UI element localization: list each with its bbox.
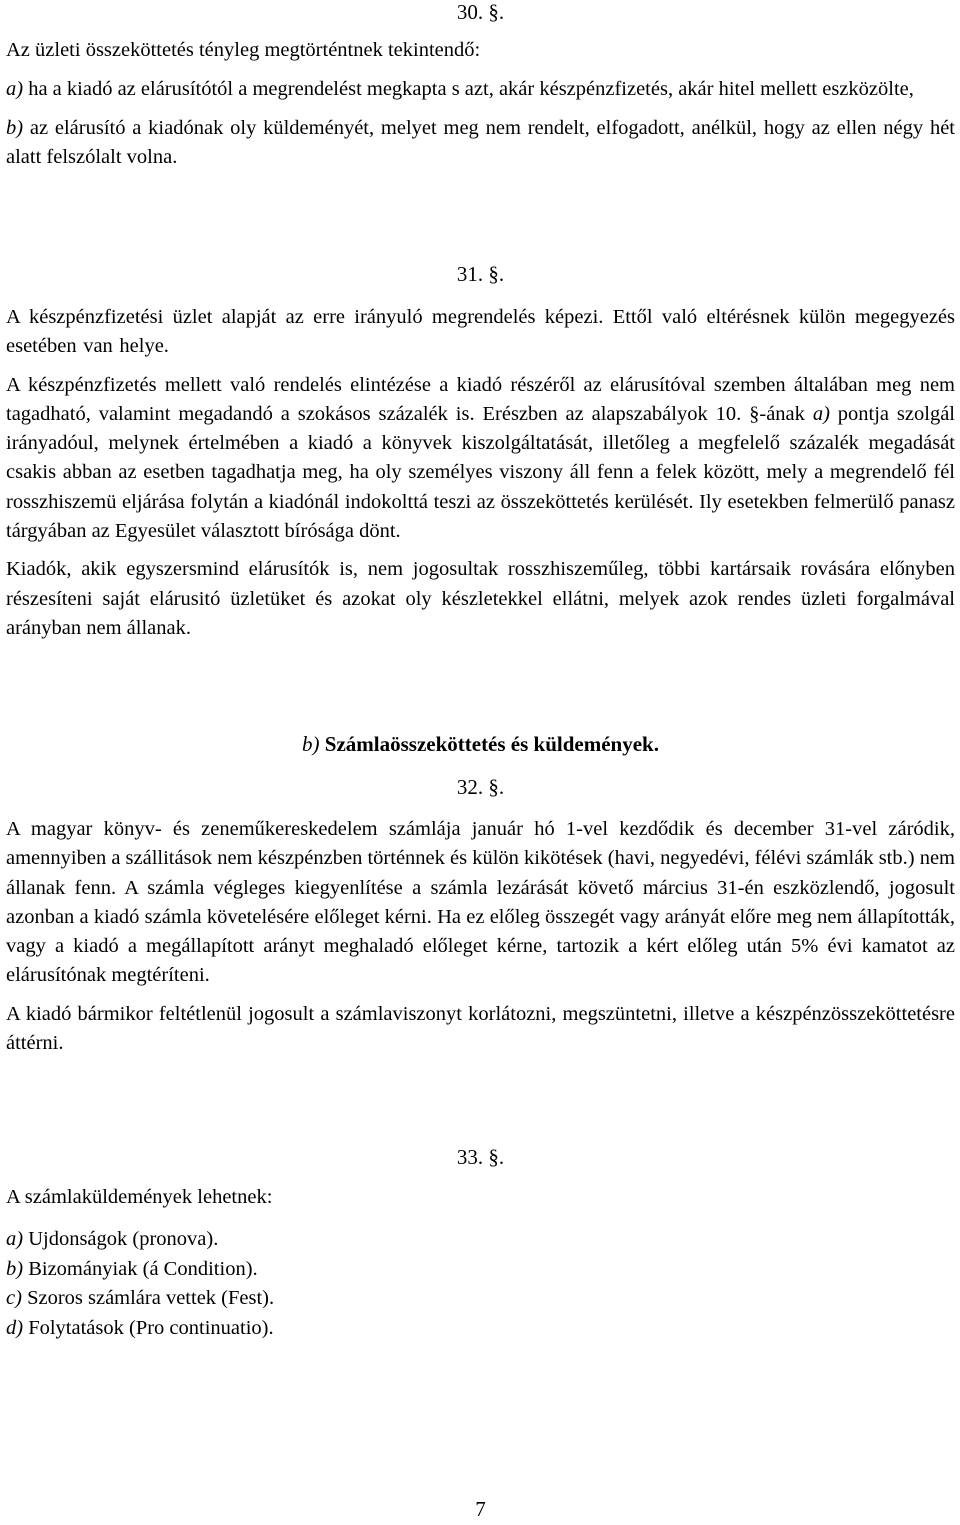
section-31-number: 31. §. xyxy=(456,262,505,286)
list-item xyxy=(6,1284,274,1314)
section-33-number: 33. §. xyxy=(456,1145,505,1169)
paragraph-text: A készpénzfizetés mellett való rendelés elintézése a kiadó részéről az elárusítóval szemben általában meg nem tagadható, valamint megadandó a szokásos százalék is. Erészben az alapszabályok 10. §-ának xyxy=(6,373,955,425)
item-marker: a) xyxy=(812,402,830,425)
item-text: az elárusító a kiadónak oly küldeményét, melyet meg nem rendelt, elfogadott, anélkül, hogy az ellen négy hét alatt felszólalt volna. xyxy=(6,116,955,168)
item-marker: a) xyxy=(6,1228,24,1250)
item-text: Ujdonságok (pronova). xyxy=(23,1228,219,1250)
list-item xyxy=(6,1255,274,1285)
item-text: Bizományiak (á Condition). xyxy=(23,1257,258,1280)
section-33-intro: A számlaküldemények lehetnek: xyxy=(6,1186,273,1208)
item-marker: b) xyxy=(6,1257,24,1280)
section-32-number: 32. §. xyxy=(456,775,505,799)
item-text: Folytatások (Pro continuatio). xyxy=(23,1316,274,1339)
section-30-number: 30. §. xyxy=(456,0,505,24)
subchapter-heading xyxy=(6,732,955,757)
item-text: ha a kiadó az elárusítótól a megrendelést megkapta s azt, akár készpénzfizetés, akár hitel mellett eszközölte, xyxy=(23,78,914,101)
list-item xyxy=(6,1314,274,1344)
section-30-item-b xyxy=(6,114,955,173)
item-marker: c) xyxy=(6,1287,22,1309)
list-item xyxy=(6,1225,274,1255)
section-32-body xyxy=(6,815,955,1058)
section-33-list xyxy=(6,1225,274,1343)
section-30-body xyxy=(6,36,955,172)
section-30-intro: Az üzleti összeköttetés tényleg megtörténtnek tekintendő: xyxy=(6,39,481,61)
section-31-paragraph-3: Kiadók, akik egyszersmind elárusítók is, nem jogosultak rosszhiszeműleg, többi kartársaik rovására előnyben részesíteni saját elárusitó üzletüket és azokat oly készletekkel ellátni, melyek azok rendes üzleti forgalmával arányban nem állanak. xyxy=(6,558,955,639)
item-marker: b) xyxy=(6,116,24,139)
page-number: 7 xyxy=(475,1497,486,1521)
section-31-paragraph-2 xyxy=(6,371,955,547)
section-30-item-a xyxy=(6,75,955,104)
item-marker: a) xyxy=(6,78,24,101)
section-31-paragraph-1: A készpénzfizetési üzlet alapját az erre irányuló megrendelés képezi. Ettől való eltérésnek külön megegyezés esetében van helye. xyxy=(6,306,955,358)
section-31-body xyxy=(6,303,955,643)
paragraph-text: pontja szolgál irányadóul, melynek értelmében a kiadó a könyvek kiszolgáltatását, illetőleg a megfelelő százalék megadását csakis abban az esetben tagadhatja meg, ha oly személyes viszony áll fenn a felek között, mely a megrendelő fél rosszhiszemü eljárása folytán a kiadónál indokolttá teszi az összeköttetés kerülését. Ily esetekben felmerülő panasz tárgyában az Egyesület választott bírósága dönt. xyxy=(6,402,955,543)
item-text: Szoros számlára vettek (Fest). xyxy=(21,1287,275,1309)
item-marker: d) xyxy=(6,1316,24,1339)
heading-title: Számlaösszeköttetés és küldemények. xyxy=(324,732,659,756)
section-32-paragraph-1: A magyar könyv- és zeneműkereskedelem számlája január hó 1-vel kezdődik és december 31-vel záródik, amennyiben a szállitások nem készpénzben történnek és külön kikötések (havi, negyedévi, félévi számlák stb.) nem állanak fenn. A számla végleges kiegyenlítése a számla lezárását követő március 31-én eszközlendő, jogosult azonban a kiadó számla követelésére előleget kérni. Ha ez előleg összegét vagy arányát előre meg nem állapították, vagy a kiadó a megállapított arányt meghaladó előleget kérne, tartozik a kért előleg után 5% évi kamatot az elárusítónak megtéríteni. xyxy=(6,818,955,987)
section-32-paragraph-2: A kiadó bármikor feltétlenül jogosult a számlaviszonyt korlátozni, megszüntetni, illetve a készpénzösszeköttetésre áttérni. xyxy=(6,1002,955,1055)
heading-marker: b) xyxy=(302,732,320,756)
